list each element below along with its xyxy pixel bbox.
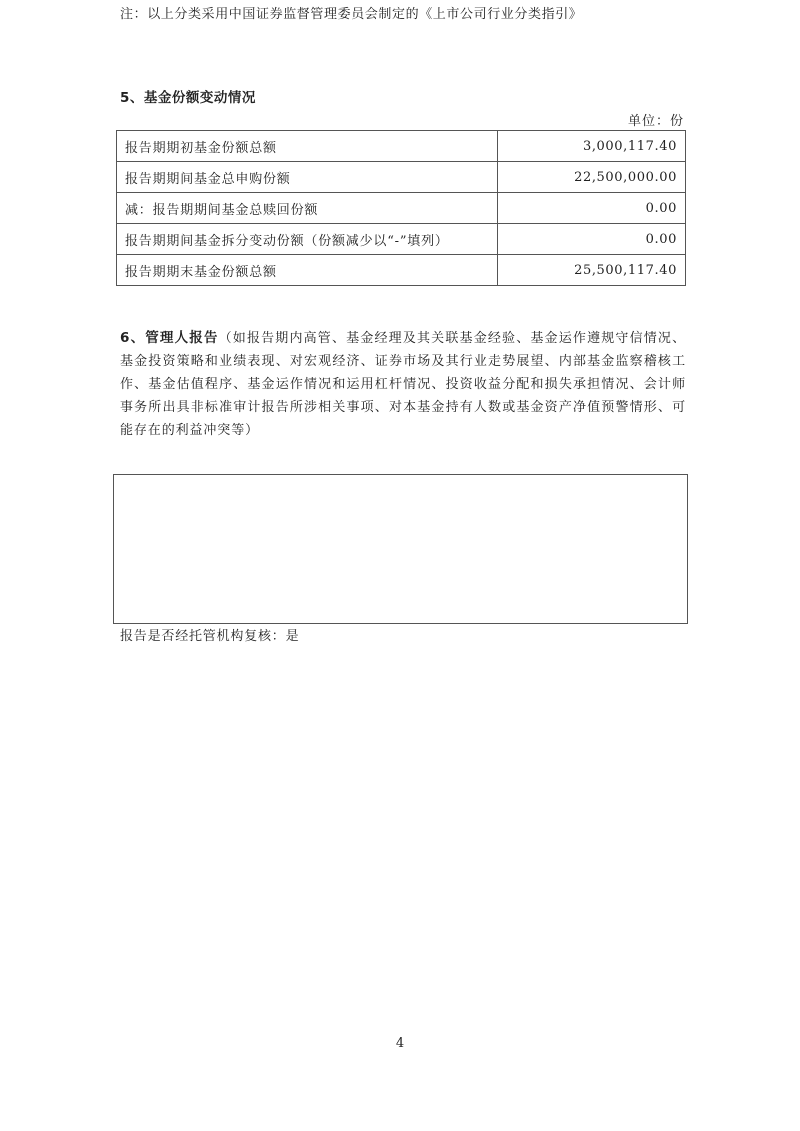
page-number: 4 <box>395 1036 405 1051</box>
table-row <box>117 131 686 162</box>
row-value: 22,500,000.00 <box>498 162 686 193</box>
manager-report-box <box>113 474 688 624</box>
row-value: 3,000,117.40 <box>498 131 686 162</box>
table-row <box>117 162 686 193</box>
row-label: 报告期期初基金份额总额 <box>117 131 498 162</box>
row-label: 减：报告期期间基金总赎回份额 <box>117 193 498 224</box>
custodian-review-status: 报告是否经托管机构复核：是 <box>120 629 300 644</box>
row-value: 25,500,117.40 <box>498 255 686 286</box>
section-6-description: （如报告期内高管、基金经理及其关联基金经验、基金运作遵规守信情况、基金投资策略和业绩表现、对宏观经济、证券市场及其行业走势展望、内部基金监察稽核工作、基金估值程序、基金运作情况和运用杠杆情况、投资收益分配和损失承担情况、会计师事务所出具非标准审计报告所涉相关事项、对本基金持有人数或基金资产净值预警情形、可能存在的利益冲突等） <box>120 331 687 438</box>
industry-classification-note: 注：以上分类采用中国证券监督管理委员会制定的《上市公司行业分类指引》 <box>120 7 583 22</box>
table-row <box>117 255 686 286</box>
table-row <box>117 224 686 255</box>
row-label: 报告期期间基金拆分变动份额（份额减少以“-”填列） <box>117 224 498 255</box>
row-value: 0.00 <box>498 224 686 255</box>
row-label: 报告期期末基金份额总额 <box>117 255 498 286</box>
row-label: 报告期期间基金总申购份额 <box>117 162 498 193</box>
table-row <box>117 193 686 224</box>
fund-share-change-table <box>116 130 686 286</box>
section-5-title: 5、基金份额变动情况 <box>120 90 256 106</box>
row-value: 0.00 <box>498 193 686 224</box>
section-6-paragraph <box>120 327 686 442</box>
section-6-title: 6、管理人报告 <box>120 330 219 346</box>
unit-label: 单位：份 <box>627 114 684 129</box>
